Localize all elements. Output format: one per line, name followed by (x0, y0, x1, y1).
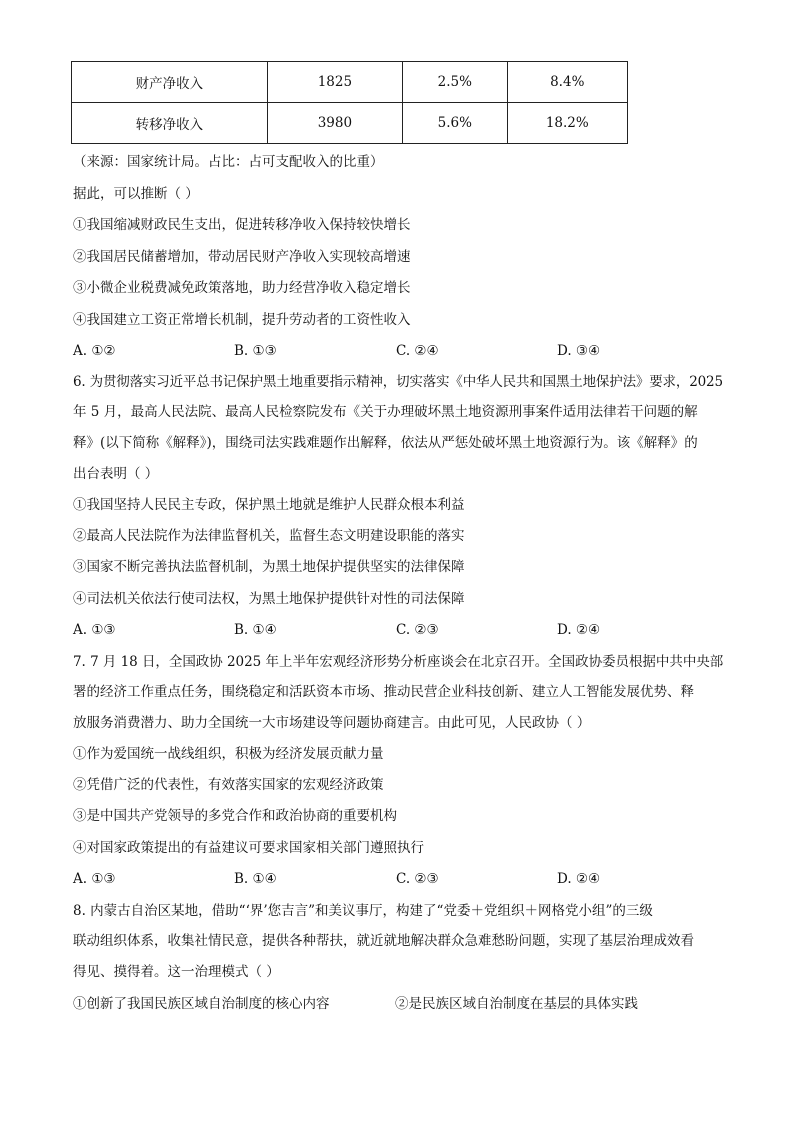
table-cell: 5.6% (403, 103, 508, 144)
option-b: B. ①③ (234, 343, 277, 359)
q6-item-1: ①我国坚持人民民主专政，保护黑土地就是维护人民群众根本利益 (73, 497, 465, 513)
q7-line-1: 7. 7 月 18 日，全国政协 2025 年上半年宏观经济形势分析座谈会在北京召开。全国政协委员根据中共中央部 (73, 654, 724, 670)
q5-item-2: ②我国居民储蓄增加，带动居民财产净收入实现较高增速 (73, 249, 411, 265)
q7-item-2: ②凭借广泛的代表性，有效落实国家的宏观经济政策 (73, 777, 384, 793)
table-cell: 1825 (267, 62, 402, 103)
table-cell: 2.5% (403, 62, 508, 103)
q5-stem: 据此，可以推断（ ） (73, 186, 199, 202)
table-row (72, 103, 628, 144)
q7-item-4: ④对国家政策提出的有益建议可要求国家相关部门遵照执行 (73, 840, 424, 856)
option-b: B. ①④ (234, 871, 277, 887)
q8-items (73, 995, 723, 1013)
q6-line-1: 6. 为贯彻落实习近平总书记保护黑土地重要指示精神，切实落实《中华人民共和国黑土地保护法》要求，2025 (73, 374, 723, 390)
q8-line-2: 联动组织体系，收集社情民意，提供各种帮扶，就近就地解决群众急难愁盼问题，实现了基层治理成效看 (73, 933, 694, 949)
q5-item-1: ①我国缩减财政民生支出，促进转移净收入保持较快增长 (73, 217, 411, 233)
q8-item-1: ①创新了我国民族区域自治制度的核心内容 (73, 996, 330, 1012)
option-d: D. ②④ (557, 622, 601, 638)
q6-line-3: 释》(以下简称《解释》)，围绕司法实践难题作出解释，依法从严惩处破坏黑土地资源行为。该《解释》的 (73, 435, 698, 451)
q5-item-3: ③小微企业税费减免政策落地，助力经营净收入稳定增长 (73, 280, 411, 296)
option-c: C. ②③ (396, 871, 439, 887)
q8-line-3: 得见、摸得着。这一治理模式（ ） (73, 964, 280, 980)
q6-item-3: ③国家不断完善执法监督机制，为黑土地保护提供坚实的法律保障 (73, 559, 465, 575)
q6-line-4: 出台表明（ ） (73, 466, 159, 482)
q7-options (73, 870, 723, 888)
table-cell: 8.4% (507, 62, 627, 103)
option-a: A. ①③ (73, 871, 116, 887)
option-d: D. ②④ (557, 871, 601, 887)
table-cell: 转移净收入 (72, 103, 268, 144)
income-table (71, 61, 628, 144)
table-row (72, 62, 628, 103)
q5-options (73, 342, 723, 360)
option-b: B. ①④ (234, 622, 277, 638)
q5-item-4: ④我国建立工资正常增长机制，提升劳动者的工资性收入 (73, 312, 411, 328)
option-a: A. ①② (73, 343, 116, 359)
q7-item-3: ③是中国共产党领导的多党合作和政治协商的重要机构 (73, 808, 397, 824)
q6-line-2: 年 5 月，最高人民法院、最高人民检察院发布《关于办理破坏黑土地资源刑事案件适用法律若干问题的解 (73, 404, 698, 420)
q7-item-1: ①作为爱国统一战线组织，积极为经济发展贡献力量 (73, 746, 384, 762)
q8-item-2: ②是民族区域自治制度在基层的具体实践 (395, 996, 638, 1012)
option-d: D. ③④ (557, 343, 601, 359)
q6-item-4: ④司法机关依法行使司法权，为黑土地保护提供针对性的司法保障 (73, 591, 465, 607)
q7-line-2: 署的经济工作重点任务，围绕稳定和活跃资本市场、推动民营企业科技创新、建立人工智能发展优势、释 (73, 684, 694, 700)
q6-options (73, 621, 723, 639)
option-a: A. ①③ (73, 622, 116, 638)
q8-line-1: 8. 内蒙古自治区某地，借助“‘界’您吉言”和美议事厅，构建了“党委＋党组织＋网格党小组”的三级 (73, 903, 653, 919)
option-c: C. ②④ (396, 343, 439, 359)
source-note: （来源：国家统计局。占比：占可支配收入的比重） (73, 154, 384, 170)
table-cell: 财产净收入 (72, 62, 268, 103)
option-c: C. ②③ (396, 622, 439, 638)
table-cell: 18.2% (507, 103, 627, 144)
table-cell: 3980 (267, 103, 402, 144)
q6-item-2: ②最高人民法院作为法律监督机关，监督生态文明建设职能的落实 (73, 528, 465, 544)
q7-line-3: 放服务消费潜力、助力全国统一大市场建设等问题协商建言。由此可见，人民政协（ ） (73, 715, 591, 731)
